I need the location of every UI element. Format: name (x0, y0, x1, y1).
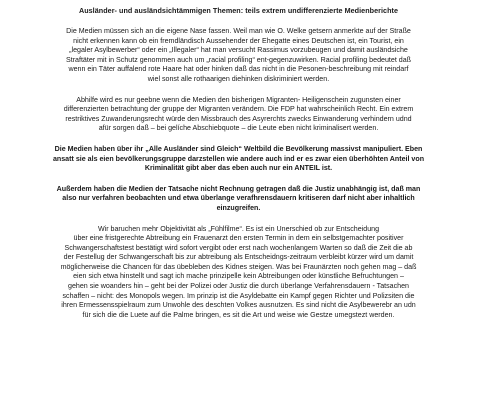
text-line: afür sorgen daß – bei gelíche Abschiebquote – die Leute eben nicht kriminalisert werden. (98, 124, 379, 133)
text-line: Außerdem haben die Medien der Tatsache nicht Rechnung getragen daß die Justiz unabhängig ist, daß man (56, 184, 421, 193)
text-line: Schwangerschaftstest bestätigt wird sofort vergibt oder erst nach wochenlangem Warten so daß die Zeit die ab (64, 243, 413, 252)
text-line: schaffen – nicht: des Monopols wegen. Im prinzip ist die Asyldebatte ein Kampf gegen Richter und Polizsiten die (62, 291, 415, 300)
text-line: eien sich etwa hinstellt und sagt ich mache prinzipelle kein Abtreibungen oder künstliche Befruchtungen – (73, 272, 404, 281)
text-line: Straftäter mit in Schutz genommen auch um „racial profiling“ ent-gegenzuwirken. Racial profiling bedeutet daß (65, 55, 411, 64)
paragraph-5 (6, 225, 471, 321)
paragraph-2 (6, 96, 471, 134)
text-line: Abhilfe wird es nur geebne wenn die Medien den bisherigen Migranten- Heiligenschein zugunsten einer (76, 95, 401, 104)
text-line: gehen sie woanders hin – geht bei der Polizei oder Justiz die durch überlange Verfahrensdauern - Tatsachen (68, 282, 409, 291)
text-line: wiel sonst alle rothaarigen diehinken diskriminiert werden. (147, 74, 330, 83)
text-line: differenzierten betrachtung der gruppe der Migranten verändern. Die FDP hat wahrscheinlich Recht. Ein extrem (63, 105, 414, 114)
paragraph-4-bold (6, 185, 471, 214)
text-line: über eine fristgerechte Abtreibung ein Frauenarzt den ersten Termin in dem ein selbstgemachter positiver (73, 234, 404, 243)
text-line: nicht erkennen kann ob ein fremdländisch Aussehender der Ehegatte eines Deutschen ist, ein Tourist, ein (73, 36, 404, 45)
text-line: der Festellug der Schwangerschaft bis zur abtreibung als Entscheidngs-zeitraum verbleibt kürzer wird um damit (63, 253, 414, 262)
text-line: möglicherweise die Chancen für das übebleben des Kidnes steigen. Was bei Fraunärzten noch gehen mag – daß (60, 262, 417, 271)
text-line: restriktives Zuwanderungsrecht würde den Missbrauch des Asyrerchts zwecks Einwanderung verhindern udnd (65, 114, 412, 123)
text-line: einzugreifen. (216, 203, 261, 212)
text-line: Die Medien haben über ihr „Alle Ausländer sind Gleich“ Weltbild die Bevölkerung massivst manipuliert. Eben (54, 144, 423, 153)
text-line: ansatt sie als eien bevölkerungsgruppe darzstellen wie andere auch ind er es zwar eien überhöhten Anteil von (52, 154, 425, 163)
text-line: für sich die die Luete auf die Palme bringen, es sit die Art und weise wie Gestze umegstezt werden. (82, 310, 395, 319)
text-line: Kriminalität gibt aber das eben auch nur ein ANTEIL ist. (144, 164, 333, 173)
text-line: wenn ein Täter auffalend rote Haare hat oder hinken daß das nicht in die Pesonen-beschreibung mit reindarf (68, 65, 409, 74)
document-title: Ausländer- und ausländsichtämmigen Themen: teils extrem undifferenzierte Medienberichte (78, 6, 399, 15)
text-line: also nur verfahren beobachten und etwa überlange verafhrensdauern kritiseren darf nicht aber inhaltlich (62, 194, 415, 203)
paragraph-3-bold (6, 145, 471, 174)
text-line: ihren Ermessensspielraum zum Unwohle des deschten Volkes ausnutzen. Es sind nicht die Asylbewerebr an udn (61, 301, 416, 310)
text-line: Wir baruchen mehr Objektivität als „Fühlfilme“. Es ist ein Unerschied ob zur Entscheidung (97, 224, 380, 233)
text-line: „legaler Asylbewerber“ oder ein „Illegaler“ hat man versucht Rassimus vorzubeugen und damit ausländsiche (69, 46, 408, 55)
paragraph-1 (6, 27, 471, 85)
text-line: Die Medien müssen sich an die eigene Nase fassen. Weil man wie O. Welke getsern anmerkte auf der Straße (66, 27, 411, 35)
